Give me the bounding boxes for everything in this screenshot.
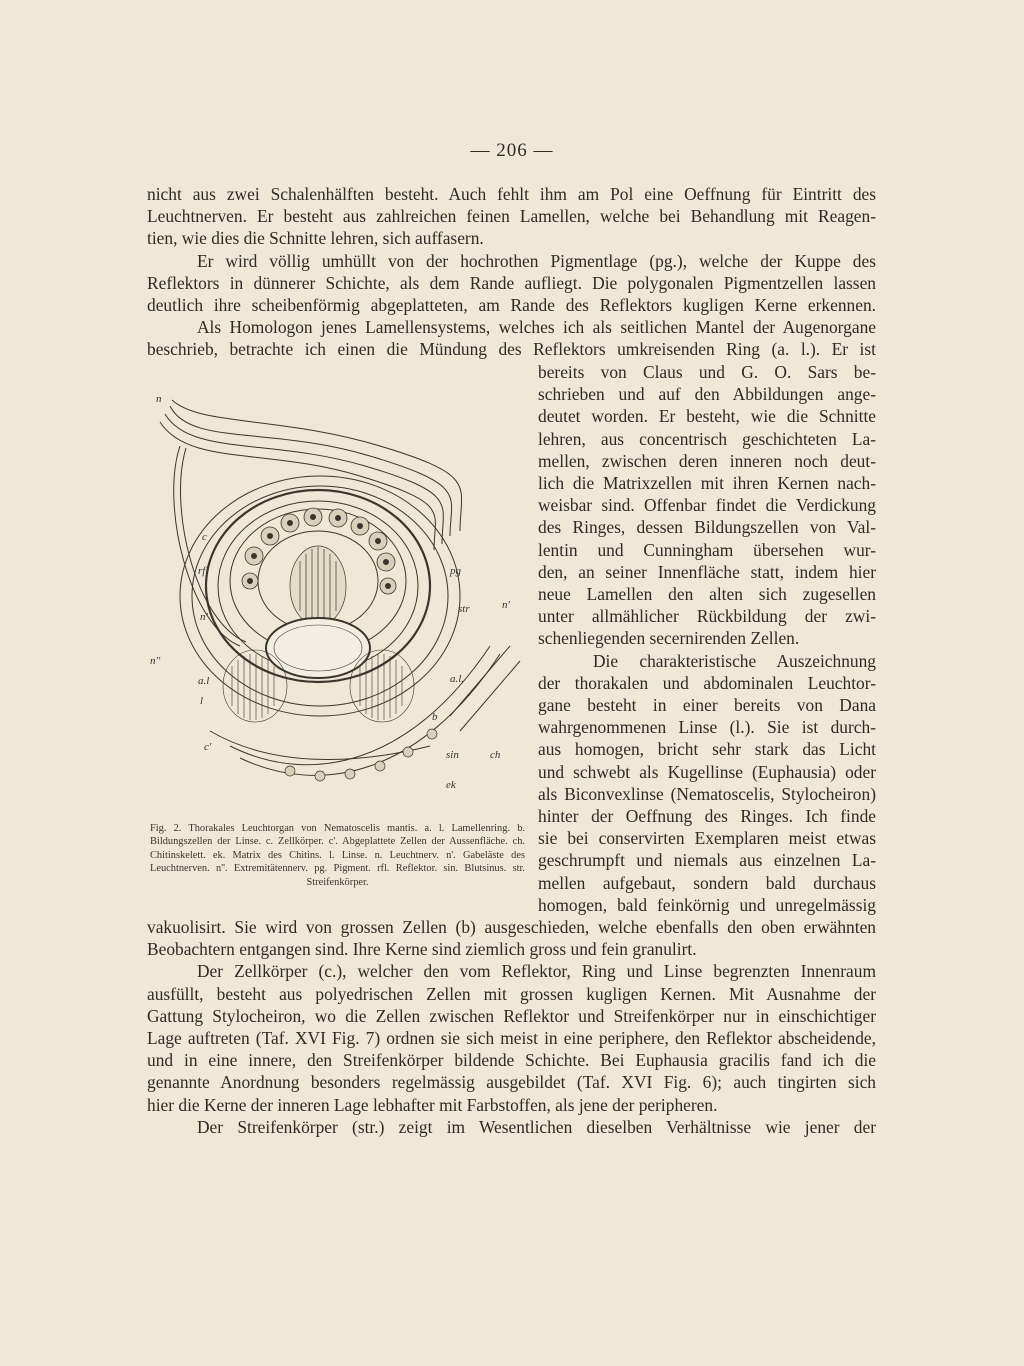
label-c: c — [202, 531, 207, 543]
figure-caption: Fig. 2. Thorakales Leuchtorgan von Nematoscelis mantis. a. l. Lamellenring. b. Bildungszellen der Linse. c. Zellkörper. c'. Abgeplattete Zellen der Aussenfläche. ch. Chitinskelett. ek. Matrix des Chitins. l. Linse. n. Leuchtnerv. n'. Gabeläste des Leuchtnerven. n''. Extremitätennerv. pg. Pigment. rfl. Reflektor. sin. Blutsinus. str. Streifenkörper. — [150, 823, 525, 888]
label-sin: sin — [446, 749, 459, 761]
text-line: Gattung Stylocheiron, wo die Zellen zwischen Reflektor und Streifenkörper nur in einschichtiger — [147, 1005, 876, 1026]
text-line: Er wird völlig umhüllt von der hochrothen Pigmentlage (pg.), welche der Kuppe des — [197, 250, 876, 271]
text-line: Leuchtnerven. Er besteht aus zahlreichen feinen Lamellen, welche bei Behandlung mit Reagen- — [147, 206, 876, 227]
text-line: und in eine innere, den Streifenkörper bildende Schichte. Bei Euphausia gracilis fand ich die — [147, 1050, 876, 1071]
light-organ-drawing — [150, 386, 530, 816]
label-al-left: a.l — [198, 675, 210, 687]
top-text-block — [147, 183, 876, 361]
label-al-right: a.l. — [450, 673, 465, 685]
text-line: Der Streifenkörper (str.) zeigt im Wesentlichen dieselben Verhältnisse wie jener der — [197, 1116, 876, 1137]
text-line: der thorakalen und abdominalen Leuchtor- — [538, 672, 876, 693]
text-line: und schwebt als Kugellinse (Euphausia) oder — [538, 761, 876, 782]
text-line: den, an seiner Innenfläche statt, indem hier — [538, 561, 876, 582]
text-line: ausfüllt, besteht aus polyedrischen Zellen mit grossen kugligen Kernen. Mit Ausnahme der — [147, 983, 876, 1004]
label-n: n — [156, 393, 162, 405]
label-n-double-prime: n'' — [150, 655, 161, 667]
label-str: str — [458, 603, 470, 615]
label-ek: ek — [446, 779, 456, 791]
text-line: des Ringes, dessen Bildungszellen von Val- — [538, 517, 876, 538]
text-line: lich die Matrixzellen mit ihren Kernen nach- — [538, 473, 876, 494]
label-pg: pg — [450, 565, 461, 577]
text-line: lehren, aus concentrisch geschichteten La- — [538, 428, 876, 449]
text-line: gane besteht in einer bereits von Dana — [538, 695, 876, 716]
text-line: Reflektors in dünnerer Schichte, als dem Rande aufliegt. Die polygonalen Pigmentzellen lassen — [147, 272, 876, 293]
text-line: geschrumpft und niemals aus einzelnen La- — [538, 850, 876, 871]
page-number: — 206 — — [470, 140, 554, 161]
text-line: Die charakteristische Auszeichnung — [593, 650, 876, 671]
text-line: homogen, bald feinkörnig und unregelmässig — [538, 894, 876, 915]
text-line: Der Zellkörper (c.), welcher den vom Reflektor, Ring und Linse begrenzten Innenraum — [197, 961, 876, 982]
text-line: sie bei conservirten Exemplaren meist etwas — [538, 828, 876, 849]
text-line: deutlich ihre scheibenförmig abgeplatteten, am Rande des Reflektors kugligen Kerne erkennen. — [147, 295, 876, 316]
bottom-text-block — [147, 916, 876, 1138]
label-c-prime: c' — [204, 741, 212, 753]
text-line: unter allmählicher Rückbildung der zwi- — [538, 606, 876, 627]
text-line: deutet worden. Er besteht, wie die Schnitte — [538, 406, 876, 427]
label-ch: ch — [490, 749, 501, 761]
label-rfl: rfl — [198, 565, 209, 577]
text-line: lentin und Cunningham übersehen wur- — [538, 539, 876, 560]
text-line: neue Lamellen den alten sich zugesellen — [538, 584, 876, 605]
figure-light-organ — [150, 386, 530, 816]
text-line: nicht aus zwei Schalenhälften besteht. Auch fehlt ihm am Pol eine Oeffnung für Eintritt des — [147, 184, 876, 204]
label-n-prime-left: n' — [200, 611, 208, 623]
label-n-prime-right: n' — [502, 599, 510, 611]
text-line: schrieben und auf den Abbildungen ange- — [538, 384, 876, 405]
text-line: hinter der Oeffnung des Ringes. Ich finde — [538, 806, 876, 827]
text-line: tien, wie dies die Schnitte lehren, sich auffasern. — [147, 228, 484, 249]
label-b: b — [432, 711, 438, 723]
text-line: genannte Anordnung besonders regelmässig ausgebildet (Taf. XVI Fig. 6); auch tingirten sich — [147, 1072, 876, 1093]
text-line: wahrgenommenen Linse (l.). Sie ist durch- — [538, 717, 876, 738]
text-line: hier die Kerne der inneren Lage lebhafter mit Farbstoffen, als jene der peripheren. — [147, 1094, 718, 1115]
text-line: mellen aufgebaut, sondern bald durchaus — [538, 872, 876, 893]
text-line: Beobachtern entgangen sind. Ihre Kerne sind ziemlich gross und fein granulirt. — [147, 939, 697, 960]
text-line: Als Homologon jenes Lamellensystems, welches ich als seitlichen Mantel der Augenorgane — [197, 317, 876, 338]
text-line: weisbar sind. Offenbar findet die Verdickung — [538, 495, 876, 516]
text-line: als Biconvexlinse (Nematoscelis, Stylocheiron) — [538, 783, 876, 804]
text-line: beschrieb, betrachte ich einen die Mündung des Reflektors umkreisenden Ring (a. l.). Er ist — [147, 339, 876, 360]
label-l: l — [200, 695, 204, 707]
right-column-text — [538, 361, 876, 916]
text-line: Lage auftreten (Taf. XVI Fig. 7) ordnen sie sich meist in eine periphere, den Reflektor abscheidende, — [147, 1028, 876, 1049]
text-line: aus homogen, bricht sehr stark das Licht — [538, 739, 876, 760]
text-line: vakuolisirt. Sie wird von grossen Zellen (b) ausgeschieden, welche ebenfalls den oben erwähnten — [147, 917, 876, 937]
text-line: mellen, zwischen deren inneren noch deut- — [538, 450, 876, 471]
text-line: schenliegenden secernirenden Zellen. — [538, 628, 800, 649]
text-line: bereits von Claus und G. O. Sars be- — [538, 362, 876, 382]
